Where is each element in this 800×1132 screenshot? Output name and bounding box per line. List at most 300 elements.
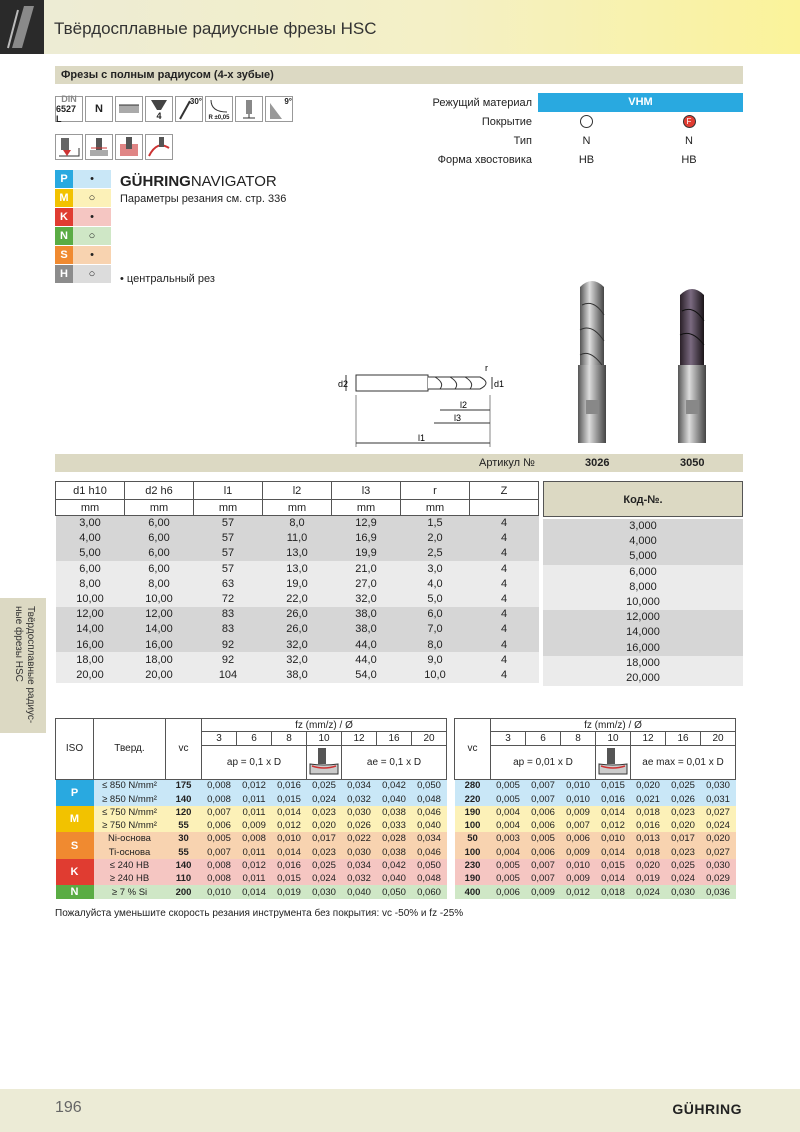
vc-cell: 140 bbox=[175, 860, 192, 872]
iso-suitability-mark: • bbox=[90, 173, 94, 185]
dim-cell: 38,0 bbox=[286, 668, 308, 681]
d1-label: d1 bbox=[494, 379, 505, 389]
dim-cell: 16,00 bbox=[76, 638, 104, 651]
iso-suitability-mark: • bbox=[90, 249, 94, 261]
vc-cell: 140 bbox=[175, 793, 192, 805]
fz-cell: 0,014 bbox=[601, 806, 625, 818]
iso-group-k: K bbox=[56, 859, 94, 886]
diameter-header: 3 bbox=[202, 732, 237, 745]
dim-cell: 14,00 bbox=[76, 623, 104, 636]
dim-cell: 12,00 bbox=[145, 608, 173, 621]
fz-cell: 0,007 bbox=[531, 873, 555, 885]
fz-cell: 0,023 bbox=[671, 806, 695, 818]
center-cut-icon bbox=[235, 96, 263, 122]
fz-cell: 0,030 bbox=[671, 886, 695, 898]
table-row bbox=[56, 806, 736, 819]
vc-cell: 280 bbox=[464, 780, 481, 792]
fz-cell: 0,004 bbox=[496, 846, 520, 858]
dim-cell: 21,0 bbox=[355, 562, 377, 575]
fz-header-1: fz (mm/z) / Ø bbox=[202, 719, 447, 732]
shank-label: Форма хвостовика bbox=[437, 153, 532, 166]
coating-none bbox=[538, 115, 635, 128]
iso-letter: M bbox=[55, 189, 73, 207]
fz-cell: 0,012 bbox=[566, 886, 590, 898]
hardness-cell: Ni-основа bbox=[108, 833, 151, 845]
dim-cell: 7,0 bbox=[427, 623, 443, 636]
fz-cell: 0,024 bbox=[636, 886, 660, 898]
hardness-cell: ≥ 240 HB bbox=[109, 873, 150, 885]
dim-cell: 4 bbox=[500, 653, 508, 666]
dim-cell: 13,0 bbox=[286, 562, 308, 575]
iso-group-m: M bbox=[56, 806, 94, 833]
order-code: 6,000 bbox=[543, 565, 743, 580]
vc-header-1: vc bbox=[166, 719, 202, 780]
fz-cell: 0,024 bbox=[312, 793, 336, 805]
fz-cell: 0,015 bbox=[601, 780, 625, 792]
spacer bbox=[447, 779, 455, 792]
dim-cell: 4 bbox=[500, 532, 508, 545]
dim-cell: 6,0 bbox=[427, 608, 443, 621]
diameter-header: 12 bbox=[631, 732, 666, 745]
fz-cell: 0,020 bbox=[636, 860, 660, 872]
fz-cell: 0,006 bbox=[531, 820, 555, 832]
dim-cell: 12,00 bbox=[76, 608, 104, 621]
diameter-header: 10 bbox=[596, 732, 631, 745]
table-row bbox=[56, 885, 736, 898]
navigator-reference: Параметры резания см. стр. 336 bbox=[120, 193, 287, 205]
norm-icon: N bbox=[85, 96, 113, 122]
fz-cell: 0,025 bbox=[312, 860, 336, 872]
fz-cell: 0,008 bbox=[242, 833, 266, 845]
type-label: Тип bbox=[513, 134, 532, 147]
order-code: 5,000 bbox=[543, 549, 743, 564]
vc-cell: 55 bbox=[178, 846, 189, 858]
diameter-header: 10 bbox=[307, 732, 342, 745]
iso-row-n bbox=[55, 227, 111, 245]
fz-cell: 0,023 bbox=[312, 846, 336, 858]
unit-cell: mm bbox=[401, 500, 470, 516]
page-header bbox=[0, 0, 800, 54]
vc-cell: 55 bbox=[178, 820, 189, 832]
dim-header: l1 bbox=[194, 482, 263, 500]
dim-cell: 4 bbox=[500, 638, 508, 651]
fz-cell: 0,011 bbox=[242, 793, 266, 805]
iso-row-m bbox=[55, 189, 111, 207]
dim-cell: 3,00 bbox=[79, 517, 101, 530]
fz-cell: 0,024 bbox=[312, 873, 336, 885]
order-code: 16,000 bbox=[543, 641, 743, 656]
iso-letter: S bbox=[55, 246, 73, 264]
table-row bbox=[56, 561, 539, 576]
table-row bbox=[56, 622, 539, 637]
dim-cell: 92 bbox=[221, 653, 235, 666]
table-row bbox=[56, 859, 736, 872]
ae-condition-1: ae = 0,1 x D bbox=[342, 745, 447, 779]
fz-cell: 0,003 bbox=[496, 833, 520, 845]
iso-suitability-mark: • bbox=[90, 211, 94, 223]
dim-cell: 11,0 bbox=[286, 532, 308, 545]
dim-cell: 9,0 bbox=[427, 653, 443, 666]
dim-cell: 2,0 bbox=[427, 532, 443, 545]
dim-cell: 8,00 bbox=[148, 577, 170, 590]
table-row bbox=[56, 872, 736, 885]
unit-cell: mm bbox=[125, 500, 194, 516]
dim-cell: 19,9 bbox=[355, 547, 377, 560]
dim-header: r bbox=[401, 482, 470, 500]
teeth-count: 4 bbox=[156, 111, 162, 121]
fz-cell: 0,008 bbox=[207, 793, 231, 805]
unit-cell: mm bbox=[194, 500, 263, 516]
fz-cell: 0,048 bbox=[417, 873, 441, 885]
fz-cell: 0,015 bbox=[277, 793, 301, 805]
fz-cell: 0,018 bbox=[601, 886, 625, 898]
dim-cell: 8,0 bbox=[427, 638, 443, 651]
table-row bbox=[56, 652, 539, 667]
fz-cell: 0,016 bbox=[277, 860, 301, 872]
l3-label: l3 bbox=[454, 413, 462, 423]
material-value: VHM bbox=[538, 93, 743, 112]
fz-cell: 0,007 bbox=[531, 860, 555, 872]
fz-cell: 0,042 bbox=[382, 780, 406, 792]
table-row bbox=[56, 546, 539, 561]
dim-header: d1 h10 bbox=[56, 482, 125, 500]
fz-cell: 0,005 bbox=[496, 793, 520, 805]
fz-cell: 0,030 bbox=[706, 860, 730, 872]
fz-cell: 0,040 bbox=[382, 873, 406, 885]
coating-note: Пожалуйста уменьшите скорость резания инструмента без покрытия: vc -50% и fz -25% bbox=[55, 908, 464, 919]
l2-label: l2 bbox=[460, 400, 468, 410]
fz-cell: 0,032 bbox=[347, 873, 371, 885]
iso-suitability-mark: ○ bbox=[88, 192, 96, 204]
dim-header: Z bbox=[470, 482, 539, 500]
dim-cell: 83 bbox=[221, 623, 235, 636]
r-label: r bbox=[485, 363, 488, 373]
dim-cell: 72 bbox=[221, 593, 235, 606]
fz-cell: 0,019 bbox=[277, 886, 301, 898]
iso-letter: K bbox=[55, 208, 73, 226]
fz-cell: 0,015 bbox=[277, 873, 301, 885]
fz-cell: 0,016 bbox=[636, 820, 660, 832]
cut-header-row-1 bbox=[56, 719, 736, 732]
fz-cell: 0,022 bbox=[347, 833, 371, 845]
table-row bbox=[56, 607, 539, 622]
fz-cell: 0,024 bbox=[706, 820, 730, 832]
diameter-header: 16 bbox=[666, 732, 701, 745]
vc-cell: 100 bbox=[464, 820, 481, 832]
section-logo-icon bbox=[0, 0, 44, 54]
fz-cell: 0,011 bbox=[242, 846, 266, 858]
fz-cell: 0,030 bbox=[312, 886, 336, 898]
fz-cell: 0,040 bbox=[382, 793, 406, 805]
diameter-header: 6 bbox=[237, 732, 272, 745]
fz-cell: 0,010 bbox=[566, 860, 590, 872]
fz-cell: 0,005 bbox=[496, 780, 520, 792]
fz-cell: 0,010 bbox=[566, 780, 590, 792]
feature-note: • центральный рез bbox=[120, 273, 215, 285]
radius-tolerance-icon bbox=[205, 96, 233, 122]
iso-row-k bbox=[55, 208, 111, 226]
clearance-angle-icon bbox=[265, 96, 293, 122]
fz-cell: 0,014 bbox=[601, 846, 625, 858]
dim-cell: 4 bbox=[500, 668, 508, 681]
fz-cell: 0,005 bbox=[207, 833, 231, 845]
fz-cell: 0,023 bbox=[312, 806, 336, 818]
page-footer bbox=[0, 1089, 800, 1132]
din-number: 6527 L bbox=[56, 104, 77, 124]
fz-cell: 0,040 bbox=[347, 886, 371, 898]
fz-cell: 0,019 bbox=[636, 873, 660, 885]
fz-cell: 0,030 bbox=[347, 846, 371, 858]
dim-header: d2 h6 bbox=[125, 482, 194, 500]
fz-cell: 0,033 bbox=[382, 820, 406, 832]
milling-strategy-icon bbox=[307, 745, 342, 779]
dim-header: l3 bbox=[332, 482, 401, 500]
vc-cell: 230 bbox=[464, 860, 481, 872]
table-row bbox=[56, 516, 539, 531]
fz-cell: 0,031 bbox=[706, 793, 730, 805]
fz-cell: 0,032 bbox=[347, 793, 371, 805]
spacer bbox=[447, 885, 455, 898]
dim-cell: 92 bbox=[221, 638, 235, 651]
dim-cell: 20,00 bbox=[145, 668, 173, 681]
fz-cell: 0,010 bbox=[207, 886, 231, 898]
tool-dimension-drawing bbox=[330, 355, 510, 450]
fz-cell: 0,026 bbox=[671, 793, 695, 805]
fz-header-2: fz (mm/z) / Ø bbox=[491, 719, 736, 732]
vc-cell: 110 bbox=[175, 873, 192, 885]
dim-cell: 4 bbox=[500, 562, 508, 575]
spacer bbox=[447, 819, 455, 832]
vc-header-2: vc bbox=[455, 719, 491, 780]
dim-cell: 2,5 bbox=[427, 547, 443, 560]
order-code: 14,000 bbox=[543, 625, 743, 640]
fz-cell: 0,050 bbox=[417, 780, 441, 792]
dim-cell: 32,0 bbox=[286, 638, 308, 651]
application-icons-row bbox=[55, 134, 173, 160]
iso-group-s: S bbox=[56, 832, 94, 859]
fz-cell: 0,010 bbox=[601, 833, 625, 845]
dim-cell: 63 bbox=[221, 577, 235, 590]
fz-cell: 0,050 bbox=[382, 886, 406, 898]
fz-cell: 0,025 bbox=[671, 860, 695, 872]
dim-cell: 1,5 bbox=[427, 517, 443, 530]
coating-f-badge: F bbox=[683, 115, 696, 128]
table-row bbox=[56, 637, 539, 652]
fz-cell: 0,028 bbox=[382, 833, 406, 845]
ap-condition-2: ap = 0,01 x D bbox=[491, 745, 596, 779]
fz-cell: 0,009 bbox=[566, 846, 590, 858]
fz-cell: 0,007 bbox=[531, 780, 555, 792]
dim-cell: 44,0 bbox=[355, 653, 377, 666]
vc-cell: 190 bbox=[464, 806, 481, 818]
fz-cell: 0,014 bbox=[277, 806, 301, 818]
fz-cell: 0,006 bbox=[496, 886, 520, 898]
spacer bbox=[447, 832, 455, 845]
iso-letter: N bbox=[55, 227, 73, 245]
dim-cell: 8,00 bbox=[79, 577, 101, 590]
order-code: 18,000 bbox=[543, 656, 743, 671]
order-code: 8,000 bbox=[543, 580, 743, 595]
coating-label: Покрытие bbox=[481, 115, 532, 128]
iso-row-p bbox=[55, 170, 111, 188]
dim-cell: 4 bbox=[500, 517, 508, 530]
fz-cell: 0,005 bbox=[496, 860, 520, 872]
fz-cell: 0,029 bbox=[706, 873, 730, 885]
order-code: 3,000 bbox=[543, 519, 743, 534]
dim-cell: 6,00 bbox=[148, 562, 170, 575]
dimensions-table bbox=[55, 481, 539, 683]
diameter-header: 3 bbox=[491, 732, 526, 745]
spacer bbox=[447, 806, 455, 819]
dim-cell: 38,0 bbox=[355, 623, 377, 636]
dim-cell: 38,0 bbox=[355, 608, 377, 621]
fz-cell: 0,009 bbox=[566, 806, 590, 818]
fz-cell: 0,007 bbox=[207, 846, 231, 858]
d2-label: d2 bbox=[338, 379, 349, 389]
units-row bbox=[56, 500, 539, 516]
fz-cell: 0,018 bbox=[636, 806, 660, 818]
dim-cell: 4 bbox=[500, 623, 508, 636]
fz-cell: 0,004 bbox=[496, 806, 520, 818]
vc-cell: 220 bbox=[464, 793, 481, 805]
fz-cell: 0,034 bbox=[347, 860, 371, 872]
fz-cell: 0,006 bbox=[531, 846, 555, 858]
fz-cell: 0,020 bbox=[671, 820, 695, 832]
profile-icon bbox=[145, 134, 173, 160]
fz-cell: 0,034 bbox=[347, 780, 371, 792]
navigator-word: NAVIGATOR bbox=[190, 173, 277, 190]
fz-cell: 0,012 bbox=[242, 860, 266, 872]
fz-cell: 0,017 bbox=[671, 833, 695, 845]
dim-cell: 6,00 bbox=[148, 532, 170, 545]
page-number: 196 bbox=[55, 1099, 82, 1116]
hardness-cell: ≥ 750 N/mm² bbox=[102, 820, 157, 832]
tool-icons-row bbox=[55, 96, 293, 122]
iso-row-s bbox=[55, 246, 111, 264]
iso-letter: H bbox=[55, 265, 73, 283]
vc-cell: 30 bbox=[178, 833, 189, 845]
side-tab-label: Твёрдосплавные радиус-ные фрезы HSC bbox=[13, 606, 36, 724]
fz-cell: 0,004 bbox=[496, 820, 520, 832]
hardness-cell: Ti-основа bbox=[108, 846, 151, 858]
diameter-header: 8 bbox=[561, 732, 596, 745]
dim-cell: 20,00 bbox=[76, 668, 104, 681]
article-label: Артикул № bbox=[479, 457, 535, 469]
dim-cell: 6,00 bbox=[148, 547, 170, 560]
unit-cell: mm bbox=[332, 500, 401, 516]
vc-cell: 120 bbox=[175, 806, 192, 818]
fz-cell: 0,008 bbox=[207, 873, 231, 885]
fz-cell: 0,009 bbox=[531, 886, 555, 898]
order-code-header: Код-№. bbox=[543, 481, 743, 517]
dim-cell: 26,0 bbox=[286, 623, 308, 636]
dim-cell: 4 bbox=[500, 547, 508, 560]
fz-cell: 0,009 bbox=[566, 873, 590, 885]
fz-cell: 0,021 bbox=[636, 793, 660, 805]
dim-cell: 54,0 bbox=[355, 668, 377, 681]
fz-cell: 0,040 bbox=[417, 820, 441, 832]
vc-cell: 50 bbox=[467, 833, 478, 845]
article-bar bbox=[55, 454, 743, 472]
table-row bbox=[56, 792, 736, 805]
fz-cell: 0,010 bbox=[566, 793, 590, 805]
ap-condition-1: ap = 0,1 x D bbox=[202, 745, 307, 779]
fz-cell: 0,011 bbox=[242, 873, 266, 885]
dim-cell: 4 bbox=[500, 593, 508, 606]
fz-cell: 0,012 bbox=[242, 780, 266, 792]
dim-cell: 57 bbox=[221, 547, 235, 560]
fz-cell: 0,006 bbox=[566, 833, 590, 845]
spacer bbox=[447, 846, 455, 859]
order-code: 10,000 bbox=[543, 595, 743, 610]
material-label: Режущий материал bbox=[432, 96, 532, 109]
dim-cell: 44,0 bbox=[355, 638, 377, 651]
radius-tolerance: R ±0,05 bbox=[208, 115, 230, 121]
din-icon bbox=[55, 96, 83, 122]
hardness-cell: ≤ 850 N/mm² bbox=[102, 780, 157, 792]
spacer bbox=[447, 792, 455, 805]
dim-cell: 10,00 bbox=[145, 593, 173, 606]
diameter-header: 20 bbox=[412, 732, 447, 745]
spacer bbox=[447, 719, 455, 780]
helix-angle-icon bbox=[175, 96, 203, 122]
dim-cell: 104 bbox=[218, 668, 238, 681]
fz-cell: 0,042 bbox=[382, 860, 406, 872]
fz-cell: 0,012 bbox=[277, 820, 301, 832]
order-code: 12,000 bbox=[543, 610, 743, 625]
dim-cell: 16,00 bbox=[145, 638, 173, 651]
dim-cell: 10,00 bbox=[76, 593, 104, 606]
fz-cell: 0,046 bbox=[417, 806, 441, 818]
ae-condition-2: ae max = 0,01 x D bbox=[631, 745, 736, 779]
fz-cell: 0,038 bbox=[382, 846, 406, 858]
iso-suitability-mark: ○ bbox=[88, 268, 96, 280]
fz-cell: 0,030 bbox=[347, 806, 371, 818]
fz-cell: 0,014 bbox=[242, 886, 266, 898]
fz-cell: 0,026 bbox=[347, 820, 371, 832]
hardness-cell: ≥ 7 % Si bbox=[111, 886, 148, 898]
navigator-block bbox=[120, 173, 286, 205]
table-row bbox=[56, 832, 736, 845]
fz-cell: 0,008 bbox=[207, 780, 231, 792]
navigator-brand: GÜHRING bbox=[120, 173, 191, 190]
table-row bbox=[56, 667, 539, 682]
dim-cell: 57 bbox=[221, 517, 235, 530]
dim-cell: 6,00 bbox=[79, 562, 101, 575]
dim-cell: 6,00 bbox=[148, 517, 170, 530]
table-row bbox=[56, 576, 539, 591]
fz-cell: 0,025 bbox=[671, 780, 695, 792]
coating-f bbox=[635, 115, 743, 128]
spacer bbox=[447, 872, 455, 885]
iso-letter: P bbox=[55, 170, 73, 188]
fz-cell: 0,014 bbox=[601, 873, 625, 885]
dim-cell: 5,0 bbox=[427, 593, 443, 606]
vc-cell: 400 bbox=[464, 886, 481, 898]
order-code: 20,000 bbox=[543, 671, 743, 686]
milling-strategy-icon bbox=[596, 745, 631, 779]
dim-cell: 13,0 bbox=[286, 547, 308, 560]
fz-cell: 0,027 bbox=[706, 806, 730, 818]
vc-cell: 175 bbox=[175, 780, 192, 792]
pocket-icon bbox=[115, 134, 143, 160]
table-row bbox=[56, 779, 736, 792]
fz-cell: 0,018 bbox=[636, 846, 660, 858]
fz-cell: 0,048 bbox=[417, 793, 441, 805]
plunge-icon bbox=[55, 134, 83, 160]
iso-suitability-mark: ○ bbox=[88, 230, 96, 242]
fz-cell: 0,010 bbox=[277, 833, 301, 845]
